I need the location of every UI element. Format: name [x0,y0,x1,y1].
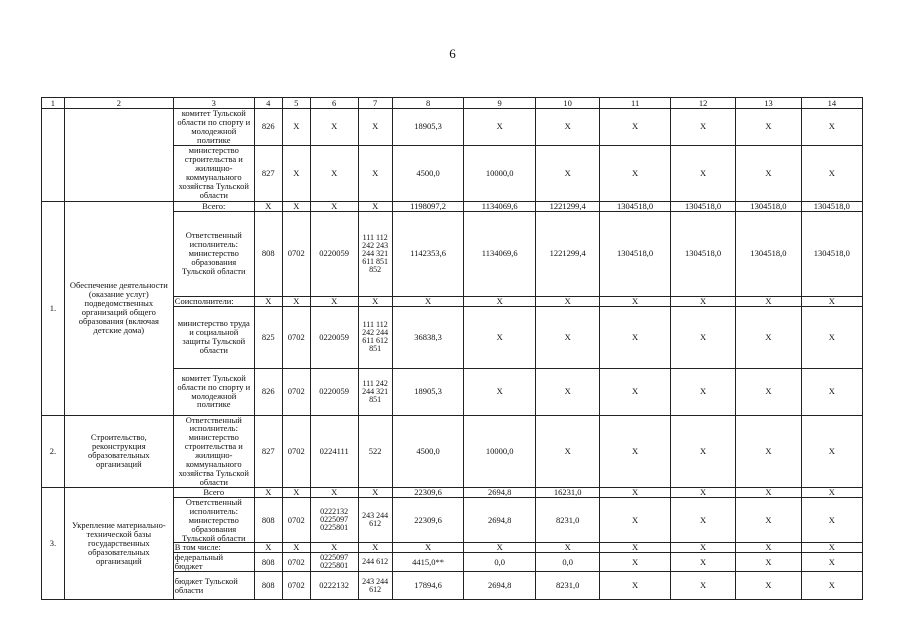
table-cell: 0220059 [310,211,358,296]
table-cell: Х [801,145,862,201]
table-cell: Х [600,487,671,497]
col-header: 4 [254,98,282,109]
col-header: 6 [310,98,358,109]
table-cell: Х [310,201,358,211]
table-cell: 4500,0 [392,145,464,201]
table-cell: 1304518,0 [736,211,801,296]
measure-name: Укрепление материально-технической базы государственных образовательных организаций [64,487,173,599]
table-cell: 808 [254,572,282,600]
table-cell: Х [282,201,310,211]
budget-table [41,97,863,600]
table-cell: 36838,3 [392,306,464,368]
executor-label: бюджет Тульской области [173,572,254,600]
table-cell: Х [600,306,671,368]
table-cell: Х [600,553,671,572]
table-cell: Х [801,553,862,572]
table-row [42,201,863,211]
executor-label: Ответственный исполнитель: министерство образования Тульской области [173,497,254,543]
table-cell: Х [464,368,536,415]
table-cell: Х [670,497,735,543]
executor-label: министерство труда и социальной защиты Тульской области [173,306,254,368]
table-cell: 4415,0** [392,553,464,572]
table-cell: 1304518,0 [801,201,862,211]
row-number: 3. [42,487,65,599]
table-cell: Х [736,109,801,146]
table-cell: Х [358,543,392,553]
table-cell: 1198097,2 [392,201,464,211]
table-cell: 243 244 612 [358,497,392,543]
table-cell: 1304518,0 [801,211,862,296]
table-cell: 0702 [282,415,310,487]
table-cell: 2694,8 [464,572,536,600]
table-cell: 0702 [282,572,310,600]
table-cell: Х [464,296,536,306]
col-header: 11 [600,98,671,109]
table-cell: Х [600,415,671,487]
table-cell: Х [464,543,536,553]
table-cell: Х [670,543,735,553]
table-cell: Х [254,487,282,497]
table-cell: 825 [254,306,282,368]
table-cell: 10000,0 [464,415,536,487]
table-cell: 18905,3 [392,109,464,146]
table-cell: 1304518,0 [670,211,735,296]
table-cell: 0224111 [310,415,358,487]
table-cell: Х [282,109,310,146]
measure-name: Строительство, реконструкция образовательных организаций [64,415,173,487]
page-number: 6 [449,46,456,61]
header-row [42,98,863,109]
table-cell: 22309,6 [392,487,464,497]
table-cell: 18905,3 [392,368,464,415]
table-cell: Х [358,487,392,497]
table-row [42,109,863,146]
table-cell: 243 244 612 [358,572,392,600]
table-cell: Х [600,109,671,146]
table-cell: 0702 [282,211,310,296]
table-cell: Х [392,543,464,553]
table-cell: 111 112 242 244 611 612 851 [358,306,392,368]
table-cell: Х [736,368,801,415]
table-cell: Х [310,296,358,306]
executor-label: министерство строительства и жилищно-коммунального хозяйства Тульской области [173,145,254,201]
table-cell: Х [358,201,392,211]
table-cell: Х [736,487,801,497]
table-cell: Х [670,306,735,368]
table-cell: Х [670,553,735,572]
row-number: 2. [42,415,65,487]
table-cell: Х [282,145,310,201]
table-cell: Х [801,487,862,497]
table-cell: Х [358,109,392,146]
table-cell: 2694,8 [464,487,536,497]
table-cell: Х [670,487,735,497]
col-header: 1 [42,98,65,109]
table-cell: 826 [254,368,282,415]
col-header: 7 [358,98,392,109]
table-cell: 522 [358,415,392,487]
table-cell: Х [670,296,735,306]
table-cell: Х [358,145,392,201]
table-cell: 1304518,0 [736,201,801,211]
table-cell: 17894,6 [392,572,464,600]
table-cell: Х [254,543,282,553]
table-cell: 1221299,4 [535,201,599,211]
table-cell: 16231,0 [535,487,599,497]
table-cell: Х [801,296,862,306]
table-cell: Х [670,368,735,415]
table-cell: Х [801,572,862,600]
table-cell: Х [801,415,862,487]
table-cell: Х [670,415,735,487]
table-cell: 8231,0 [535,572,599,600]
table-cell: Х [736,543,801,553]
executor-label: федеральный бюджет [173,553,254,572]
table-cell: Х [358,296,392,306]
table-cell: 808 [254,553,282,572]
table-cell: Х [310,109,358,146]
table-cell: Х [535,415,599,487]
table-cell: 0,0 [464,553,536,572]
table-cell: Х [600,145,671,201]
col-header: 9 [464,98,536,109]
executor-label: комитет Тульской области по спорту и молодежной политике [173,368,254,415]
table-cell: Х [535,109,599,146]
table-cell: 0222132 [310,572,358,600]
table-cell: Х [801,306,862,368]
table-cell: 0222132 0225097 0225801 [310,497,358,543]
table-cell: 1304518,0 [670,201,735,211]
table-cell: 2694,8 [464,497,536,543]
table-cell: Х [801,497,862,543]
table-cell: Х [736,415,801,487]
table-cell: 10000,0 [464,145,536,201]
table-cell: Х [736,296,801,306]
table-cell: Х [392,296,464,306]
table-cell: 244 612 [358,553,392,572]
table-cell: 0702 [282,368,310,415]
executor-label: В том числе: [173,543,254,553]
table-cell: 827 [254,415,282,487]
table-cell [64,109,173,202]
table-cell: 0702 [282,306,310,368]
executor-label: Всего [173,487,254,497]
table-cell: Х [535,145,599,201]
table-cell: 111 112 242 243 244 321 611 851 852 [358,211,392,296]
table-cell: Х [254,296,282,306]
table-cell: Х [464,306,536,368]
table-cell: Х [736,572,801,600]
table-cell: 0702 [282,497,310,543]
table-cell: 808 [254,211,282,296]
row-number: 1. [42,201,65,415]
table-cell: Х [801,368,862,415]
table-cell: Х [310,543,358,553]
col-header: 14 [801,98,862,109]
col-header: 5 [282,98,310,109]
table-cell: Х [282,296,310,306]
table-cell: Х [310,487,358,497]
table-cell: Х [282,487,310,497]
col-header: 13 [736,98,801,109]
table-cell: 827 [254,145,282,201]
table-row [42,415,863,487]
table-cell: 8231,0 [535,497,599,543]
col-header: 2 [64,98,173,109]
table-cell: Х [670,109,735,146]
table-cell: 4500,0 [392,415,464,487]
executor-label: комитет Тульской области по спорту и молодежной политике [173,109,254,146]
table-cell: Х [535,368,599,415]
table-cell: Х [600,368,671,415]
measure-name: Обеспечение деятельности (оказание услуг) подведомственных организаций общего образования (включая детские дома) [64,201,173,415]
table-cell: Х [310,145,358,201]
table-cell: 0220059 [310,368,358,415]
table-cell: 1304518,0 [600,201,671,211]
table-cell: Х [282,543,310,553]
table-cell: Х [736,306,801,368]
table-cell: 0702 [282,553,310,572]
table-cell: Х [464,109,536,146]
executor-label: Ответственный исполнитель: министерство строительства и жилищно-коммунального хозяйства Тульской области [173,415,254,487]
table-cell: Х [600,572,671,600]
table-cell: Х [736,145,801,201]
executor-label: Всего: [173,201,254,211]
table-cell: 0225097 0225801 [310,553,358,572]
table-cell: 808 [254,497,282,543]
table-cell: 1134069,6 [464,211,536,296]
table-cell: 826 [254,109,282,146]
executor-label: Ответственный исполнитель: министерство образования Тульской области [173,211,254,296]
table-cell: 1142353,6 [392,211,464,296]
table-cell: 111 242 244 321 851 [358,368,392,415]
table-cell: Х [535,306,599,368]
table-cell: Х [600,497,671,543]
table-cell: Х [535,543,599,553]
table-cell: Х [801,109,862,146]
table-cell [42,109,65,202]
table-cell: 1221299,4 [535,211,599,296]
table-cell: 0,0 [535,553,599,572]
table-cell: Х [600,296,671,306]
col-header: 12 [670,98,735,109]
executor-label: Соисполнители: [173,296,254,306]
table-cell: Х [736,553,801,572]
table-cell: Х [600,543,671,553]
table-row [42,487,863,497]
table-cell: 22309,6 [392,497,464,543]
table-cell: 0220059 [310,306,358,368]
table-cell: Х [670,145,735,201]
table-cell: Х [670,572,735,600]
table-cell: Х [254,201,282,211]
table-cell: Х [736,497,801,543]
table-cell: 1134069,6 [464,201,536,211]
table-cell: Х [801,543,862,553]
col-header: 8 [392,98,464,109]
table-cell: Х [535,296,599,306]
col-header: 10 [535,98,599,109]
col-header: 3 [173,98,254,109]
table-cell: 1304518,0 [600,211,671,296]
